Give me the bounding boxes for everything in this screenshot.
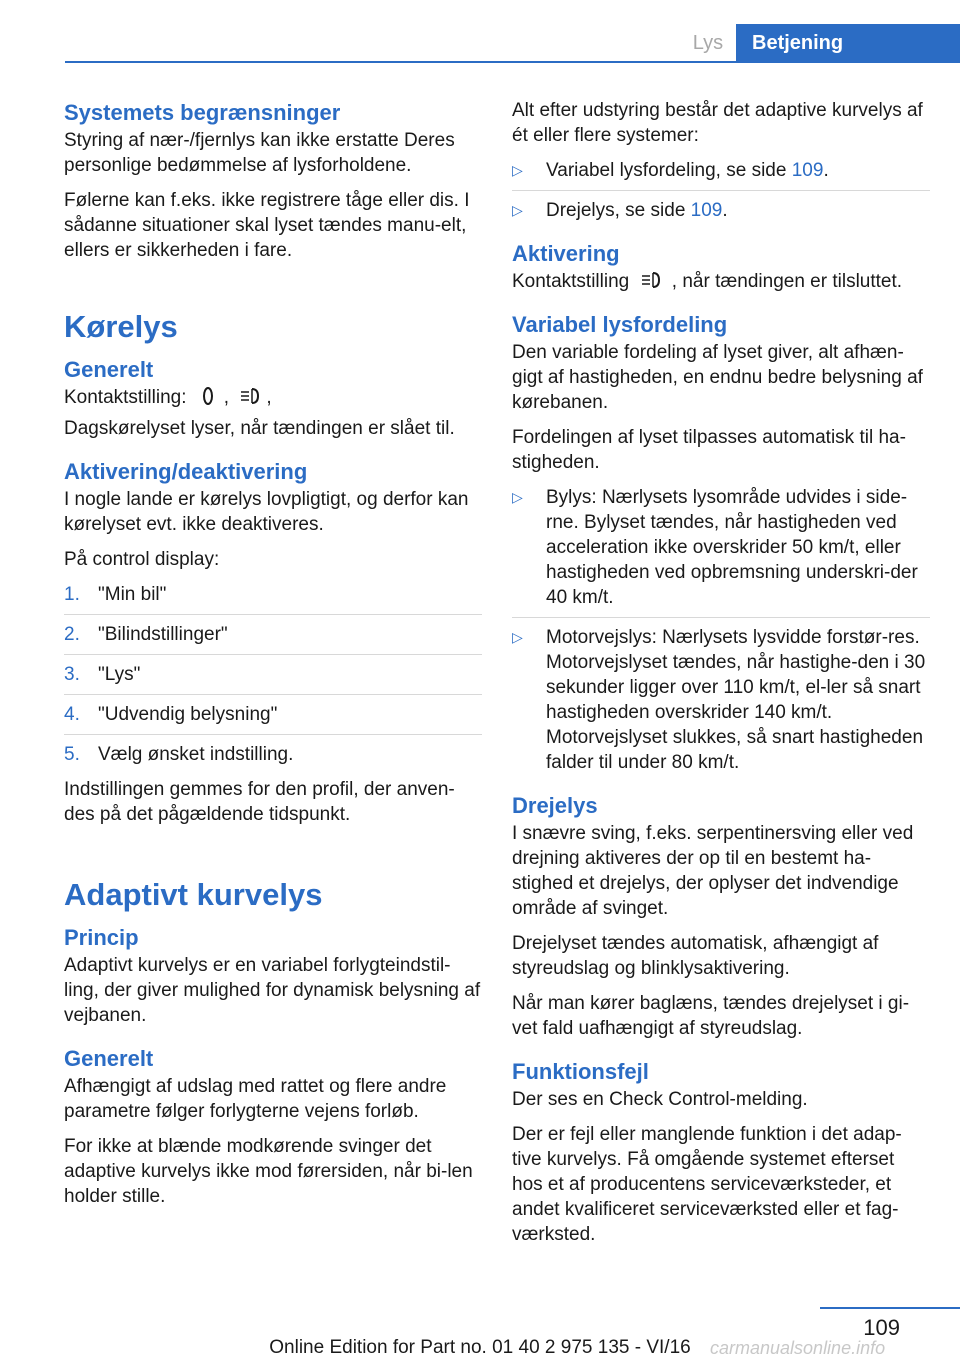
ignition-on-icon [639, 269, 663, 291]
step-number: 4. [64, 704, 80, 725]
paragraph: Indstillingen gemmes for den profil, der anven-des på det pågældende tidspunkt. [64, 779, 455, 825]
list-item [64, 702, 482, 735]
paragraph: Drejelyset tændes automatisk, afhængigt af styreudslag og blinklysaktivering. [512, 933, 879, 979]
aktivering-post: , når tændingen er tilsluttet. [671, 271, 903, 292]
steps-list [64, 582, 482, 767]
list-item [64, 622, 482, 655]
ignition-on-icon [238, 385, 262, 407]
list-item [64, 742, 482, 767]
heading-generelt: Generelt [64, 357, 154, 382]
chapter-tab-betjening: Betjening [736, 24, 960, 62]
paragraph: Adaptivt kurvelys er en variabel forlygteindstil-ling, der giver mulighed for dynamisk belysning af vejbanen. [64, 955, 481, 1026]
paragraph: Der ses en Check Control-melding. [512, 1089, 808, 1110]
kontaktstilling-line [64, 385, 482, 410]
triangle-bullet-icon: ▷ [512, 202, 523, 218]
right-column [512, 98, 930, 1257]
list-text-end: . [722, 200, 728, 221]
kontakt-label: Kontaktstilling: [64, 387, 187, 408]
aktivering-line [512, 269, 930, 294]
list-item [512, 625, 930, 775]
aktivering-pre: Kontaktstilling [512, 271, 630, 292]
step-number: 1. [64, 584, 80, 605]
step-number: 5. [64, 744, 80, 765]
step-number: 3. [64, 664, 80, 685]
heading-drejelys: Drejelys [512, 793, 598, 818]
heading-aktivering-deaktivering: Aktivering/deaktivering [64, 459, 308, 484]
list-text: Drejelys, se side [546, 200, 691, 221]
paragraph: Den variable fordeling af lyset giver, alt afhæn-gigt af hastigheden, en endnu bedre belysning af kørebanen. [512, 342, 923, 413]
paragraph: Der er fejl eller manglende funktion i det adap-tive kurvelys. Få omgående systemet efterset hos et af producentens serviceværksteder, et andet kvalificeret serviceværksted eller et fag-værksted. [512, 1124, 902, 1245]
list-item [512, 158, 930, 191]
paragraph: Følerne kan f.eks. ikke registrere tåge eller dis. I sådanne situationer skal lyset tændes manu-elt, ellers er sikkerheden i fare. [64, 190, 470, 261]
heading-variabel-lysfordeling: Variabel lysfordeling [512, 312, 728, 337]
page-link[interactable]: 109 [791, 160, 824, 181]
edition-footer: Online Edition for Part no. 01 40 2 975 135 - VI/16 [269, 1337, 691, 1358]
paragraph: Når man kører baglæns, tændes drejelyset i gi-vet fald uafhængigt af styreudslag. [512, 993, 910, 1039]
triangle-bullet-icon: ▷ [512, 629, 523, 645]
step-text: "Lys" [98, 664, 141, 685]
step-number: 2. [64, 624, 80, 645]
modes-list [512, 485, 930, 775]
list-item [64, 662, 482, 695]
title-korelys: Kørelys [64, 309, 178, 344]
step-text: "Min bil" [98, 584, 167, 605]
page-link[interactable]: 109 [690, 200, 723, 221]
title-adaptivt-kurvelys: Adaptivt kurvelys [64, 877, 323, 912]
heading-generelt-2: Generelt [64, 1046, 154, 1071]
list-text: Bylys: Nærlysets lysområde udvides i side-rne. Bylyset tændes, når hastigheden ved acceleration ikke overskrider 50 km/t, eller hastigheden ved opbremsning underskri-der 40 km/t. [546, 487, 918, 608]
step-text: "Bilindstillinger" [98, 624, 228, 645]
left-column [64, 98, 482, 1219]
ignition-radio-icon [196, 385, 220, 407]
heading-aktivering: Aktivering [512, 241, 620, 266]
paragraph: Alt efter udstyring består det adaptive kurvelys af ét eller flere systemer: [512, 100, 923, 146]
paragraph: For ikke at blænde modkørende svinger det adaptive kurvelys ikke mod førersiden, når bi-len holder stille. [64, 1136, 473, 1207]
triangle-bullet-icon: ▷ [512, 489, 523, 505]
list-text-end: . [823, 160, 829, 181]
paragraph: I snævre sving, f.eks. serpentinersving eller ved drejning aktiveres der op til en bestemt ha-stighed et drejelys, der oplyser det indvendige område af svinget. [512, 823, 914, 919]
heading-funktionsfejl: Funktionsfejl [512, 1059, 649, 1084]
systems-list [512, 158, 930, 223]
list-text: Motorvejslys: Nærlysets lysvidde forstør-res. Motorvejslyset tændes, når hastighe-den i 30 sekunder ligger over 110 km/t, el-ler så snart hastigheden overskrider 140 km/t. Motorvejslyset slukkes, så snart hastigheden falder til under 80 km/t. [546, 627, 926, 773]
triangle-bullet-icon: ▷ [512, 162, 523, 178]
page-number: 109 [863, 1315, 900, 1340]
watermark: carmanualsonline.info [710, 1338, 886, 1358]
list-item [512, 485, 930, 618]
heading-systemets-begraensninger: Systemets begrænsninger [64, 100, 341, 125]
step-text: "Udvendig belysning" [98, 704, 278, 725]
paragraph: I nogle lande er kørelys lovpligtigt, og derfor kan kørelyset evt. ikke deaktiveres. [64, 489, 469, 535]
list-text: Variabel lysfordeling, se side [546, 160, 792, 181]
heading-princip: Princip [64, 925, 139, 950]
paragraph: Afhængigt af udslag med rattet og flere andre parametre følger forlygterne vejens forløb. [64, 1076, 447, 1122]
kontakt-sep: , [266, 387, 272, 408]
kontakt-sep: , [223, 387, 230, 408]
list-item [512, 198, 930, 223]
footer-rule [820, 1307, 960, 1309]
step-text: Vælg ønsket indstilling. [98, 744, 294, 765]
paragraph: På control display: [64, 549, 220, 570]
section-tab-lys: Lys [692, 32, 724, 54]
list-item [64, 582, 482, 615]
paragraph: Dagskørelyset lyser, når tændingen er slået til. [64, 418, 455, 439]
paragraph: Styring af nær-/fjernlys kan ikke erstatte Deres personlige bedømmelse af lysforholdene. [64, 130, 455, 176]
paragraph: Fordelingen af lyset tilpasses automatisk til ha-stigheden. [512, 427, 906, 473]
